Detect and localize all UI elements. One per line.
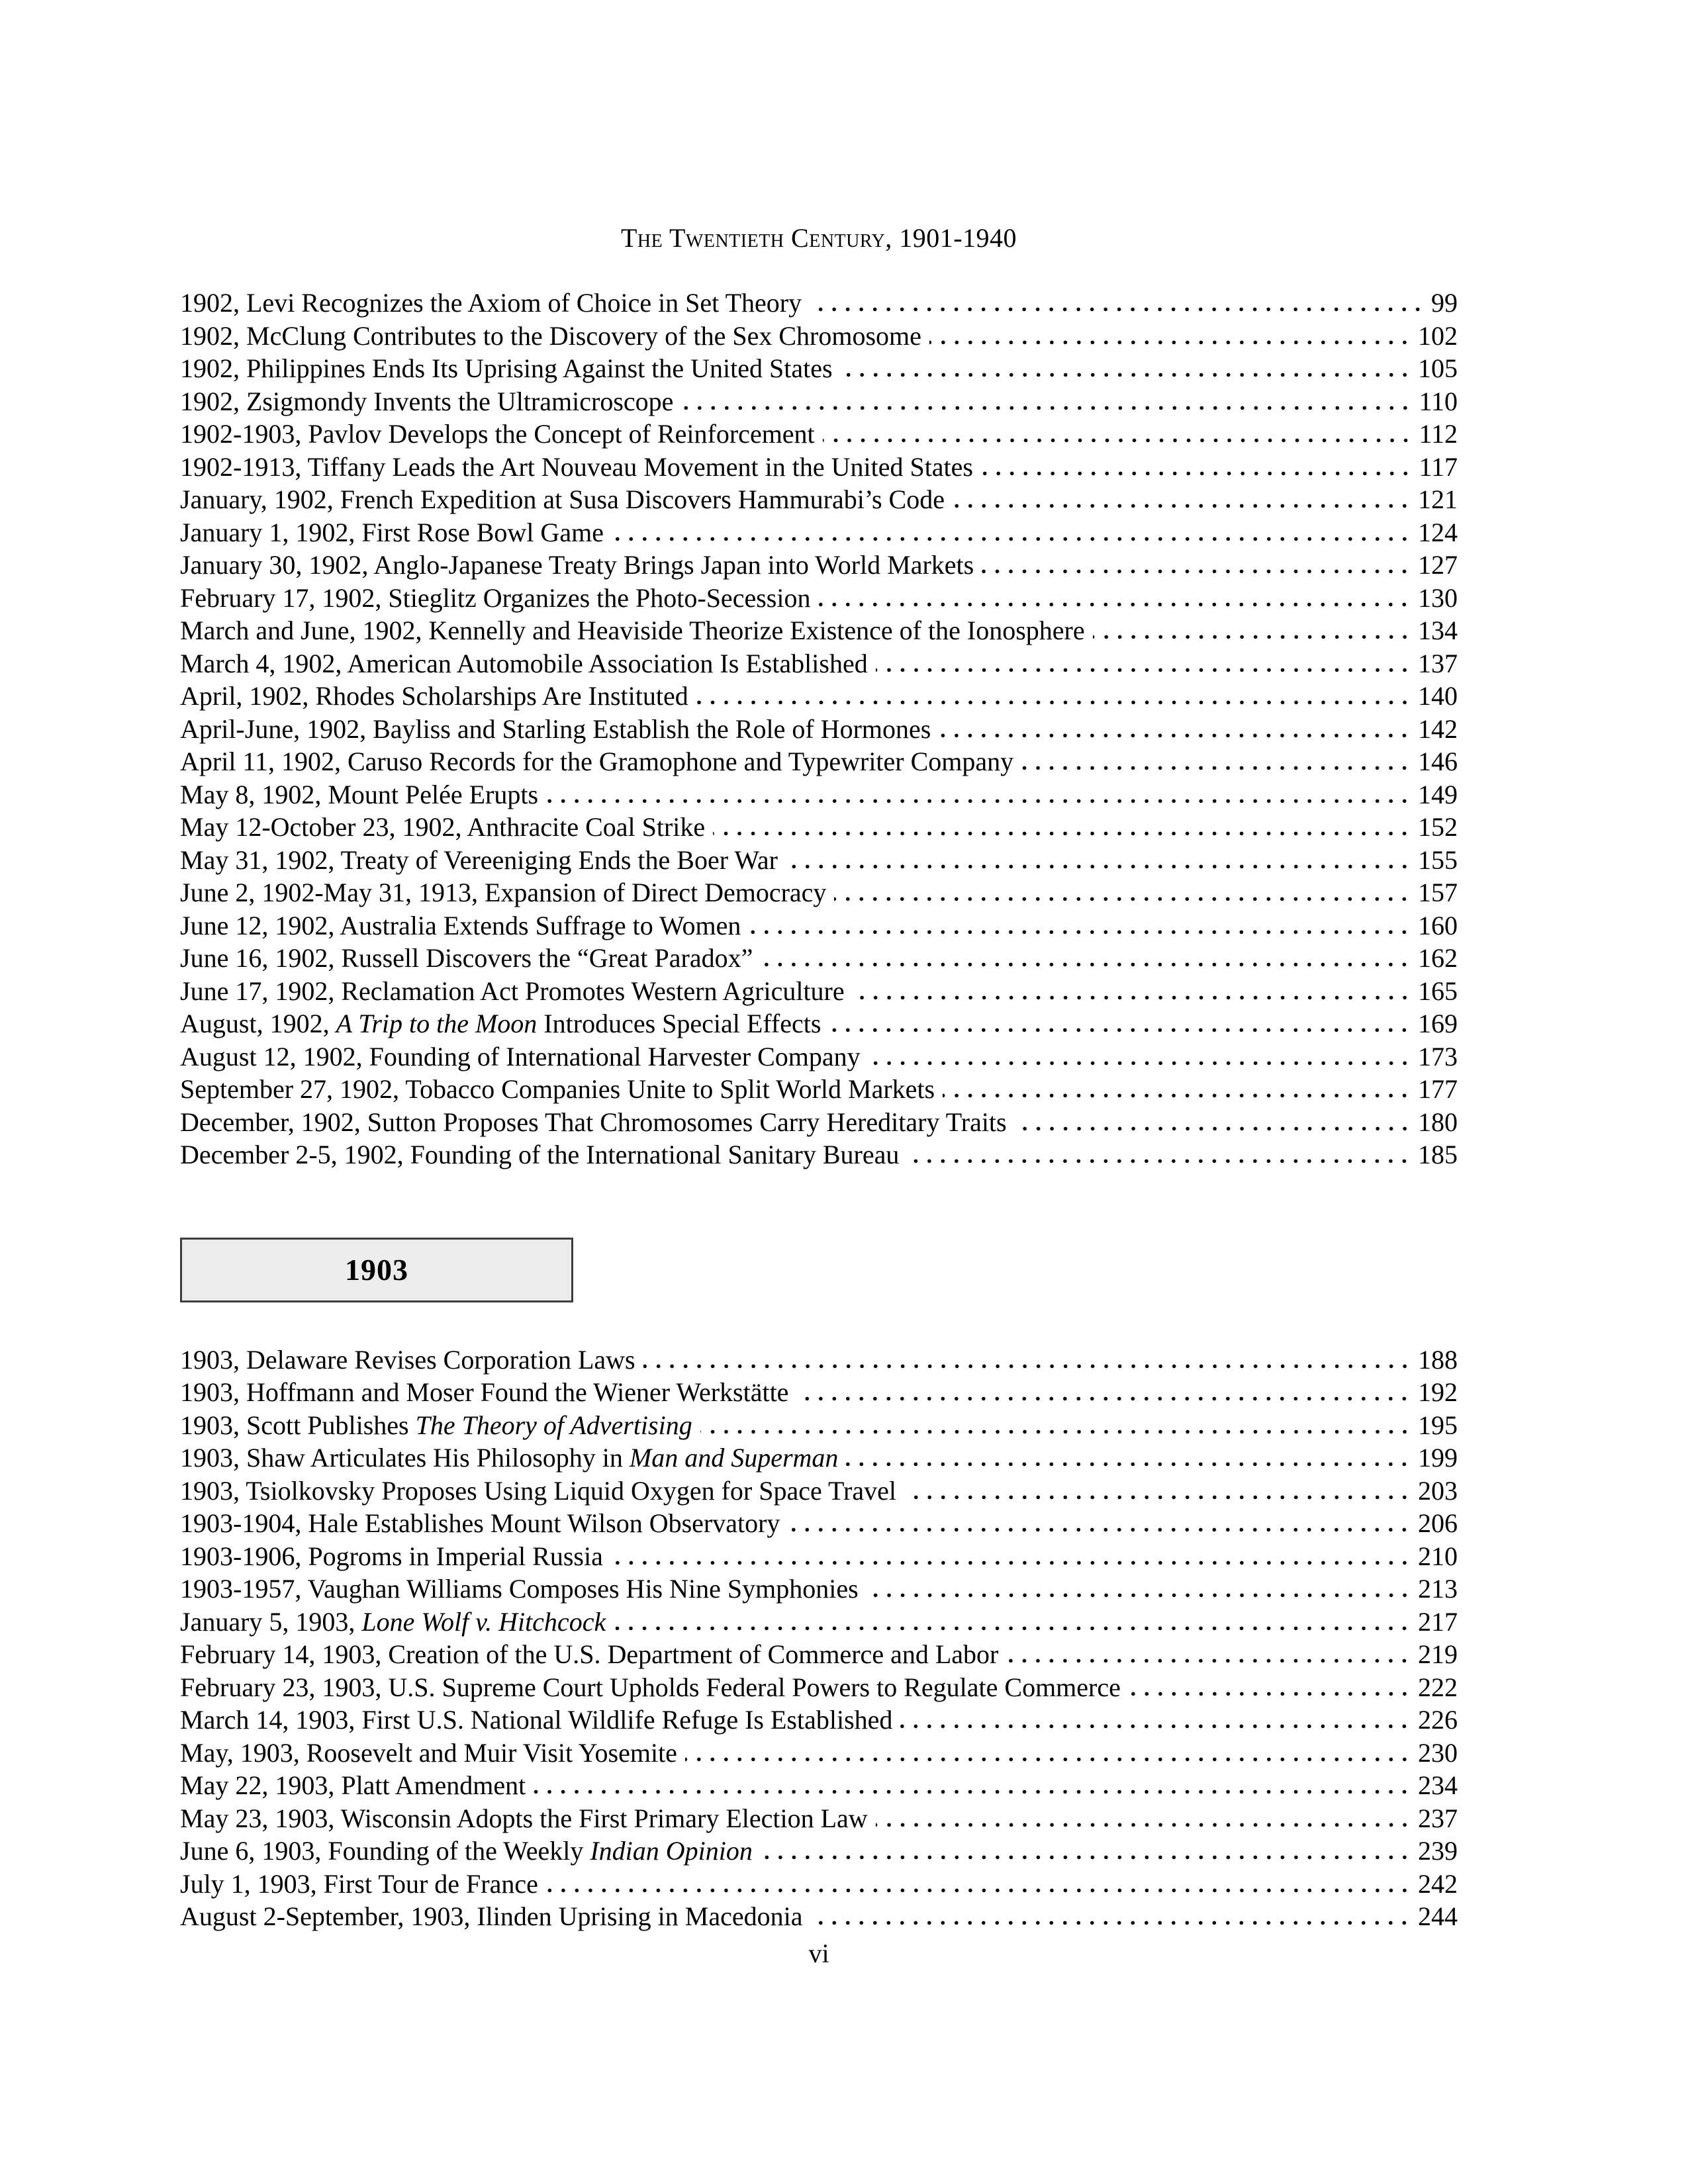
dot-leader <box>982 568 1411 574</box>
toc-entry-page: 217 <box>1418 1606 1458 1637</box>
toc-entry <box>180 975 1458 1008</box>
toc-entry-page: 162 <box>1418 943 1458 973</box>
toc-entry-page: 130 <box>1418 582 1458 613</box>
toc-entry-page: 222 <box>1418 1672 1458 1702</box>
toc-entry-title: June 17, 1902, Reclamation Act Promotes Western Agriculture <box>180 976 845 1006</box>
toc-entry <box>180 1737 1458 1770</box>
toc-entry-title: 1902, McClung Contributes to the Discovery of the Sex Chromosome <box>180 320 921 351</box>
toc-entry <box>180 451 1458 484</box>
toc-entry-title: 1902-1913, Tiffany Leads the Art Nouveau Movement in the United States <box>180 451 973 482</box>
dot-leader <box>904 1494 1411 1500</box>
toc-list-1903 <box>180 1343 1458 1933</box>
running-head: The Twentieth Century, 1901-1940 <box>620 223 1017 253</box>
dot-leader <box>823 437 1413 443</box>
toc-entry-title: April-June, 1902, Bayliss and Starling Establish the Role of Hormones <box>180 713 931 744</box>
toc-entry <box>180 614 1458 647</box>
toc-entry <box>180 909 1458 942</box>
toc-entry <box>180 876 1458 909</box>
toc-entry <box>180 680 1458 713</box>
dot-leader <box>1006 1657 1411 1663</box>
toc-entry-title: 1903, Tsiolkovsky Proposes Using Liquid Oxygen for Space Travel <box>180 1475 896 1506</box>
toc-entry-page: 234 <box>1418 1770 1458 1800</box>
toc-entry-title: 1902-1903, Pavlov Develops the Concept of Reinforcement <box>180 419 815 449</box>
dot-leader <box>929 339 1411 345</box>
toc-entry-title: March 14, 1903, First U.S. National Wildlife Refuge Is Established <box>180 1705 893 1735</box>
toc-entry <box>180 483 1458 516</box>
dot-leader <box>907 1158 1411 1163</box>
toc-entry-title: December, 1902, Sutton Proposes That Chromosomes Carry Hereditary Traits <box>180 1107 1007 1137</box>
toc-entry-page: 195 <box>1418 1410 1458 1440</box>
toc-entry <box>180 745 1458 778</box>
toc-entry-page: 242 <box>1418 1868 1458 1899</box>
toc-entry-title: May 22, 1903, Platt Amendment <box>180 1770 526 1800</box>
toc-entry-title: June 12, 1902, Australia Extends Suffrage to Women <box>180 910 741 940</box>
toc-entry <box>180 1073 1458 1106</box>
toc-entry-page: 199 <box>1418 1443 1458 1473</box>
toc-entry-page: 239 <box>1418 1836 1458 1866</box>
toc-entry <box>180 942 1458 975</box>
toc-entry-page: 165 <box>1418 976 1458 1006</box>
toc-entry-title: May 8, 1902, Mount Pelée Erupts <box>180 779 539 809</box>
toc-entry-title: 1902, Levi Recognizes the Axiom of Choice in Set Theory <box>180 288 802 318</box>
toc-entry-title: September 27, 1902, Tobacco Companies Unite to Split World Markets <box>180 1074 935 1104</box>
section-label: 1903 <box>345 1253 408 1287</box>
dot-leader <box>696 699 1411 705</box>
dot-leader <box>868 1060 1411 1066</box>
toc-entry <box>180 1638 1458 1671</box>
toc-entry-title: May 23, 1903, Wisconsin Adopts the First Primary Election Law <box>180 1803 868 1833</box>
toc-entry-page: 140 <box>1418 681 1458 711</box>
toc-entry-title: 1903-1957, Vaughan Williams Composes His Nine Symphonies <box>180 1574 859 1604</box>
dot-leader <box>614 1625 1411 1631</box>
toc-entry <box>180 1704 1458 1737</box>
toc-entry-title: May 31, 1902, Treaty of Vereeniging Ends the Boer War <box>180 844 778 875</box>
toc-entry-page: 188 <box>1418 1344 1458 1375</box>
toc-entry-page: 149 <box>1418 779 1458 809</box>
toc-entry-title: April 11, 1902, Caruso Records for the Gramophone and Typewriter Company <box>180 747 1014 776</box>
toc-entry-page: 244 <box>1418 1901 1458 1931</box>
toc-entry-title: February 23, 1903, U.S. Supreme Court Upholds Federal Powers to Regulate Commerce <box>180 1672 1121 1702</box>
dot-leader <box>761 961 1411 967</box>
dot-leader <box>1093 633 1411 639</box>
toc-entry-page: 177 <box>1418 1074 1458 1104</box>
toc-entry-title: March 4, 1902, American Automobile Association Is Established <box>180 648 868 678</box>
toc-entry-page: 127 <box>1418 550 1458 580</box>
dot-leader <box>943 1092 1411 1098</box>
toc-entry-title: June 16, 1902, Russell Discovers the “Great Paradox” <box>180 943 753 973</box>
toc-entry-page: 155 <box>1418 844 1458 875</box>
toc-entry-title: February 17, 1902, Stieglitz Organizes the Photo-Secession <box>180 582 811 613</box>
dot-leader <box>685 1756 1411 1762</box>
toc-entry-title: January, 1902, French Expedition at Susa Discovers Hammurabi’s Code <box>180 484 945 514</box>
dot-leader <box>1015 1125 1411 1131</box>
toc-entry <box>180 1507 1458 1540</box>
dot-leader <box>810 1919 1411 1925</box>
toc-entry-page: 99 <box>1431 288 1458 318</box>
toc-entry-page: 213 <box>1418 1574 1458 1604</box>
toc-entry-title: January 30, 1902, Anglo-Japanese Treaty Brings Japan into World Markets <box>180 550 974 580</box>
toc-entry-page: 173 <box>1418 1041 1458 1071</box>
dot-leader <box>643 1363 1411 1369</box>
toc-entry-title: May, 1903, Roosevelt and Muir Visit Yosemite <box>180 1737 677 1768</box>
toc-entry <box>180 1106 1458 1139</box>
toc-entry-title: June 6, 1903, Founding of the Weekly Indian Opinion <box>180 1836 753 1866</box>
toc-entry <box>180 549 1458 582</box>
toc-entry-page: 206 <box>1418 1508 1458 1538</box>
toc-entry-page: 121 <box>1418 484 1458 514</box>
toc-entry <box>180 352 1458 385</box>
toc-entry <box>180 1376 1458 1409</box>
dot-leader <box>786 863 1411 869</box>
toc-entry-page: 169 <box>1418 1009 1458 1038</box>
toc-entry <box>180 1835 1458 1868</box>
dot-leader <box>1021 764 1411 770</box>
dot-leader <box>611 1559 1411 1565</box>
dot-leader <box>876 666 1411 672</box>
toc-entry-title: March and June, 1902, Kennelly and Heaviside Theorize Existence of the Ionosphere <box>180 615 1085 645</box>
toc-entry <box>180 647 1458 680</box>
toc-entry-page: 226 <box>1418 1705 1458 1735</box>
toc-entry <box>180 1900 1458 1933</box>
dot-leader <box>841 371 1411 377</box>
toc-entry-page: 230 <box>1418 1737 1458 1768</box>
page-number: vi <box>808 1938 829 1968</box>
toc-entry-page: 112 <box>1419 419 1458 449</box>
toc-entry-page: 117 <box>1419 451 1458 482</box>
toc-entry <box>180 1606 1458 1639</box>
dot-leader <box>867 1592 1411 1598</box>
dot-leader <box>900 1723 1411 1729</box>
toc-entry-title: August, 1902, A Trip to the Moon Introduces Special Effects <box>180 1009 821 1038</box>
toc-entry-title: August 2-September, 1903, Ilinden Uprising in Macedonia <box>180 1901 803 1931</box>
toc-entry <box>180 1572 1458 1606</box>
toc-entry <box>180 1343 1458 1377</box>
toc-entry-page: 134 <box>1418 615 1458 645</box>
toc-entry-page: 146 <box>1418 747 1458 776</box>
toc-entry <box>180 385 1458 418</box>
toc-entry <box>180 778 1458 811</box>
toc-entry-title: 1903, Hoffmann and Moser Found the Wiener Werkstätte <box>180 1377 789 1407</box>
dot-leader <box>534 1788 1411 1794</box>
toc-entry-title: 1902, Zsigmondy Invents the Ultramicroscope <box>180 386 674 416</box>
toc-entry-title: January 5, 1903, Lone Wolf v. Hitchcock <box>180 1606 606 1637</box>
toc-entry-page: 152 <box>1418 812 1458 842</box>
dot-leader <box>749 929 1411 934</box>
dot-leader <box>810 306 1425 312</box>
toc-entry-title: May 12-October 23, 1902, Anthracite Coal Strike <box>180 812 706 842</box>
toc-entry-page: 142 <box>1418 713 1458 744</box>
toc-entry <box>180 287 1458 320</box>
toc-entry <box>180 418 1458 451</box>
toc-entry <box>180 1138 1458 1171</box>
toc-entry-page: 192 <box>1418 1377 1458 1407</box>
toc-entry-page: 102 <box>1418 320 1458 351</box>
toc-entry-page: 137 <box>1418 648 1458 678</box>
dot-leader <box>713 830 1411 836</box>
toc-entry-title: 1902, Philippines Ends Its Uprising Against the United States <box>180 353 833 383</box>
toc-entry-title: June 2, 1902-May 31, 1913, Expansion of Direct Democracy <box>180 878 827 907</box>
toc-entry-title: April, 1902, Rhodes Scholarships Are Instituted <box>180 681 688 711</box>
dot-leader <box>981 470 1412 476</box>
toc-entry <box>180 1475 1458 1508</box>
toc-entry-title: February 14, 1903, Creation of the U.S. Department of Commerce and Labor <box>180 1639 999 1669</box>
dot-leader <box>681 404 1412 410</box>
toc-entry-title: 1903, Shaw Articulates His Philosophy in Man and Superman <box>180 1443 839 1473</box>
toc-entry <box>180 1007 1458 1040</box>
dot-leader <box>546 1887 1411 1893</box>
toc-entry <box>180 844 1458 877</box>
dot-leader <box>829 1026 1411 1032</box>
toc-list-1902 <box>180 287 1458 1171</box>
toc-entry-title: January 1, 1902, First Rose Bowl Game <box>180 517 604 547</box>
toc-entry <box>180 1868 1458 1901</box>
toc-entry-title: 1903, Scott Publishes The Theory of Advertising <box>180 1410 692 1440</box>
toc-entry <box>180 713 1458 746</box>
toc-entry-page: 160 <box>1418 910 1458 940</box>
toc-entry-title: August 12, 1902, Founding of International Harvester Company <box>180 1041 861 1071</box>
toc-entry-title: December 2-5, 1902, Founding of the International Sanitary Bureau <box>180 1140 900 1169</box>
dot-leader <box>953 502 1411 508</box>
dot-leader <box>796 1395 1411 1401</box>
dot-leader <box>846 1461 1411 1467</box>
toc-entry <box>180 516 1458 549</box>
dot-leader <box>761 1854 1411 1860</box>
toc-entry <box>180 1409 1458 1442</box>
dot-leader <box>876 1821 1411 1827</box>
toc-entry <box>180 582 1458 615</box>
toc-entry <box>180 1441 1458 1475</box>
toc-entry-title: 1903-1904, Hale Establishes Mount Wilson Observatory <box>180 1508 780 1538</box>
toc-entry <box>180 1540 1458 1573</box>
toc-entry <box>180 320 1458 353</box>
dot-leader <box>853 994 1411 1000</box>
dot-leader <box>700 1428 1411 1434</box>
section-header-1903 <box>180 1238 573 1302</box>
toc-entry-page: 157 <box>1418 878 1458 907</box>
toc-entry-page: 203 <box>1418 1475 1458 1506</box>
toc-entry-page: 110 <box>1419 386 1458 416</box>
dot-leader <box>612 535 1411 541</box>
toc-entry <box>180 811 1458 844</box>
dot-leader <box>834 895 1411 901</box>
dot-leader <box>788 1526 1411 1532</box>
dot-leader <box>546 797 1411 803</box>
toc-entry-title: July 1, 1903, First Tour de France <box>180 1868 538 1899</box>
toc-entry-page: 219 <box>1418 1639 1458 1669</box>
toc-entry-title: 1903, Delaware Revises Corporation Laws <box>180 1344 635 1375</box>
toc-entry <box>180 1802 1458 1835</box>
toc-entry-page: 180 <box>1418 1107 1458 1137</box>
toc-entry <box>180 1671 1458 1704</box>
toc-entry-page: 210 <box>1418 1541 1458 1571</box>
toc-entry-page: 185 <box>1418 1140 1458 1169</box>
dot-leader <box>1129 1690 1411 1696</box>
toc-entry <box>180 1769 1458 1802</box>
toc-entry-page: 105 <box>1418 353 1458 383</box>
toc-entry-page: 124 <box>1418 517 1458 547</box>
dot-leader <box>939 732 1411 738</box>
toc-entry-page: 237 <box>1418 1803 1458 1833</box>
toc-entry <box>180 1040 1458 1073</box>
dot-leader <box>818 601 1411 607</box>
toc-entry-title: 1903-1906, Pogroms in Imperial Russia <box>180 1541 603 1571</box>
